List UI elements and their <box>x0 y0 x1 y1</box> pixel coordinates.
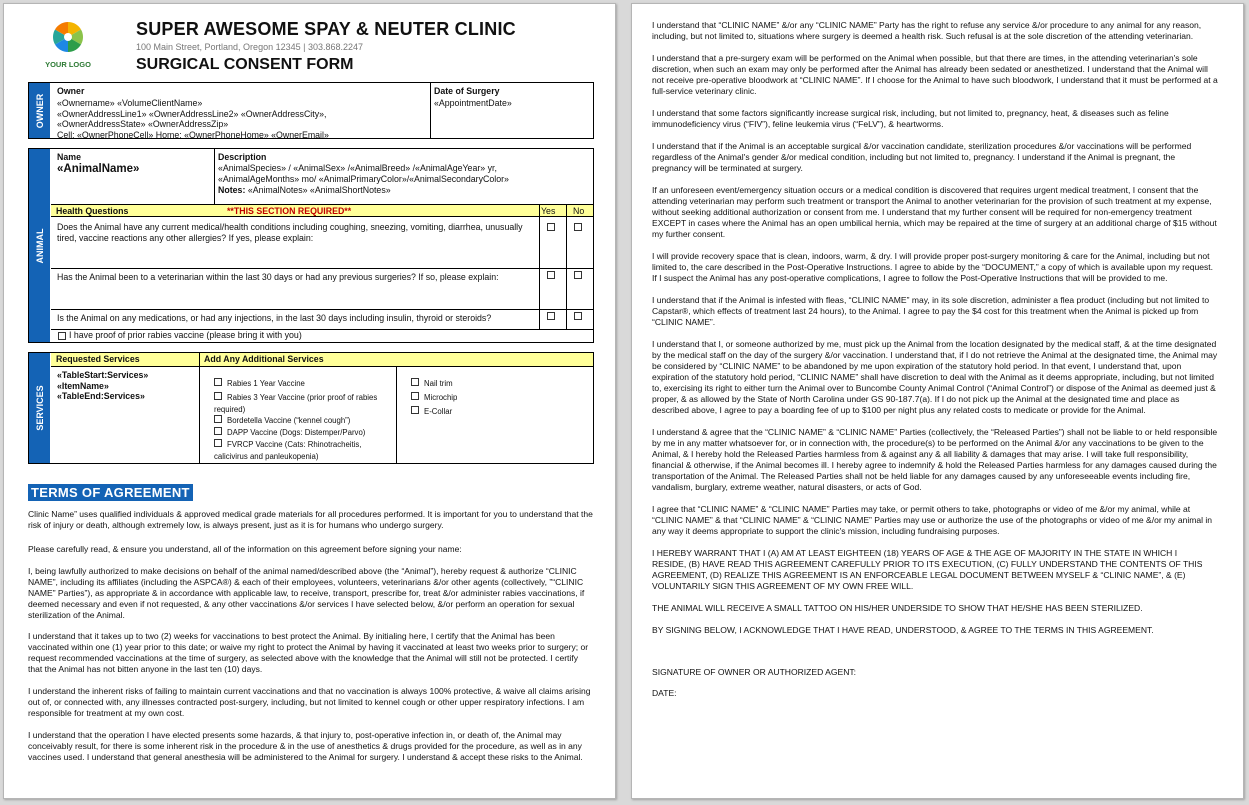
animal-description-line: «AnimalAgeMonths» mo/ «AnimalPrimaryColor»/«AnimalSecondaryColor» <box>218 174 509 184</box>
terms-paragraph-2: Please carefully read, & ensure you understand, all of the information on this agreement before signing your name: <box>28 544 462 554</box>
owner-line: «OwnerAddressLine1» «OwnerAddressLine2» «OwnerAddressCity», <box>57 108 327 119</box>
health-questions-label: Health Questions <box>56 206 129 216</box>
no-column-header: No <box>573 206 585 216</box>
additional-service-rabies-1yr[interactable]: Rabies 1 Year Vaccine <box>214 373 305 391</box>
owner-line: «OwnerAddressState» «OwnerAddressZip» <box>57 119 229 130</box>
terms-paragraph-5: I understand the inherent risks of failing to maintain current vaccinations and that no vaccination is always 100% protective, & waive all claims arising out of, or connected with, any illnesses contracted post-surgery, including, but not limited to kennel cough or other upper respiratory infections. I am responsible for treatment at my own cost. <box>28 686 591 718</box>
health-questions-header <box>51 204 593 217</box>
additional-service-dapp[interactable]: DAPP Vaccine (Dogs: Distemper/Parvo) <box>214 422 365 440</box>
health-question-3: Is the Animal on any medications, or had any injections, in the last 30 days including insulin, thyroid or steroids? <box>57 313 492 323</box>
terms-paragraph-3: I, being lawfully authorized to make decisions on behalf of the animal named/described above (the “Animal”), hereby request & authorize “CLINIC NAME”, including its affiliates (including the ASPCA®) & each of their employees, volunteers, veterinarians &/or other agents (collectively, ”“CLINIC NAME” Parties”), as appropriate & in accordance with applicable law, to receive, transport, prescribe for, treat &/or administer rabies vaccinations, if deemed necessary and even if not requested, & any other vaccinations &/or services I have selected below, &/or perform an operation for sexual sterilization of the Animal. <box>28 566 585 620</box>
owner-label: Owner <box>57 86 85 96</box>
requested-services-label: Requested Services <box>56 354 140 364</box>
requested-service-item: «ItemName» <box>57 380 109 391</box>
additional-service-rabies-3yr[interactable]: Rabies 3 Year Vaccine (prior proof of rabies required) <box>214 393 378 414</box>
services-section-bar: SERVICES <box>29 353 50 463</box>
owner-section <box>28 82 594 139</box>
consent-form-page-1 <box>3 3 616 799</box>
logo-text: YOUR LOGO <box>45 60 91 69</box>
terms-of-agreement-heading: TERMS OF AGREEMENT <box>28 484 193 501</box>
services-header <box>51 353 593 367</box>
clinic-logo <box>41 20 95 69</box>
health-question-2: Has the Animal been to a veterinarian within the last 30 days or had any previous surgeries? If so, please explain: <box>57 272 499 282</box>
additional-service-microchip[interactable]: Microchip <box>411 387 457 405</box>
terms-paragraph-pre-surgery: I understand that a pre-surgery exam will be performed on the Animal when possible, but that there are times, in the attending veterinarian's sole discretion, when such an exam may only be performed after the Animal has already been sedated or anesthetized. I understand that the Animal will not receive pre-operative bloodwork at “CLINIC NAME”. If I choose for the Animal to have such bloodwork, I understand that it must be performed at a full-service veterinary clinic. <box>652 53 1218 96</box>
animal-section <box>28 148 594 343</box>
terms-paragraph-emergency: If an unforeseen event/emergency situation occurs or a medical condition is discovered that requires urgent medical treatment, I consent that the attending veterinarian may perform such treatment or transport the Animal to another veterinarian for the provision of such treatment at my expense, without seeking additional authorization or consent from me. I understand that my further consent will be required for non-emergency treatment EXCEPT in cases where the Animal has an open umbilical hernia, which may be repaired at the time of surgery at an additional charge of $15 without my further consent. <box>652 185 1217 239</box>
terms-paragraph-pregnancy: I understand that if the Animal is an acceptable surgical &/or vaccination candidate, sterilization procedures &/or vaccinations will be performed regardless of the Animal's gender &/or medical condition, including but not limited to, pregnancy. I understand if the Animal is pregnant, the pregnancy will be terminated at surgery. <box>652 141 1192 173</box>
services-section <box>28 352 594 464</box>
terms-paragraph-1: Clinic Name” uses qualified individuals & approved medical grade materials for all procedures performed. It is important for you to understand that the risk of injury or death, although extremely low, is always present, just as it is for humans who undergo surgery. <box>28 509 593 530</box>
animal-section-bar: ANIMAL <box>29 149 50 342</box>
question-3-no-checkbox[interactable] <box>574 312 582 320</box>
logo-flower-icon <box>51 20 85 54</box>
terms-paragraph-photographs: I agree that “CLINIC NAME” & “CLINIC NAME” Parties may take, or permit others to take, photographs or video of me &/or my animal, while at “CLINIC NAME” & that “CLINIC NAME” & “CLINIC NAME” Parties may use or authorize the use of the photographs or video of me &/or my animal in any way it deems appropriate to support the clinic's mission, including fundraising purposes. <box>652 504 1213 536</box>
rabies-proof-label: I have proof of prior rabies vaccine (please bring it with you) <box>69 330 302 340</box>
health-question-1: Does the Animal have any current medical/health conditions including coughing, sneezing, vomiting, diarrhea, unusually tired, vaccine reactions any other allergies? If yes, please explain: <box>57 222 523 243</box>
requested-services-list <box>57 370 148 402</box>
question-2-no-checkbox[interactable] <box>574 271 582 279</box>
clinic-address: 100 Main Street, Portland, Oregon 12345 | 303.868.2247 <box>136 42 363 52</box>
date-label: DATE: <box>652 688 677 698</box>
animal-name-label: Name <box>57 152 81 162</box>
terms-paragraph-6: I understand that the operation I have elected presents some hazards, & that injury to, post-operative infection in, or death of, the Animal may conceivably result, for there is some inherent risk in the procedure & in the use of anesthetics & drugs provided for the procedure, as well as in any vaccines used. I understand that general anesthesia will be administered to the Animal for surgery. I understand & accept these risks to the Animal. <box>28 730 583 762</box>
terms-paragraph-recovery: I will provide recovery space that is clean, indoors, warm, & dry. I will provide proper post-surgery monitoring & care for the Animal, including but not limited to, the care described in the Post-Operative Instructions. I agree to abide by the “DOCUMENT,” a copy of which is available upon my request. If I suspect the Animal has any post-operative complications, I agree to follow the Post-Operative Instructions that will be provided to me. <box>652 251 1214 283</box>
owner-info <box>57 98 329 138</box>
question-1-yes-checkbox[interactable] <box>547 223 555 231</box>
animal-description-label: Description <box>218 152 267 162</box>
consent-form-page-2 <box>631 3 1244 799</box>
owner-line: «Ownername» «VolumeClientName» <box>57 98 203 108</box>
additional-service-nail-trim[interactable]: Nail trim <box>411 373 453 391</box>
requested-service-item: «TableStart:Services» <box>57 370 149 380</box>
terms-paragraph-risk-factors: I understand that some factors significantly increase surgical risk, including, but not limited to, pregnancy, heat, & diseases such as feline immunodeficiency virus (“FIV”), feline leukemia virus (“FeLV”), & heartworms. <box>652 108 1169 129</box>
clinic-name: SUPER AWESOME SPAY & NEUTER CLINIC <box>136 19 516 39</box>
owner-section-bar: OWNER <box>29 83 50 138</box>
date-of-surgery-label: Date of Surgery <box>434 86 500 96</box>
terms-paragraph-warranty: I HEREBY WARRANT THAT I (A) AM AT LEAST EIGHTEEN (18) YEARS OF AGE & THE AGE OF MAJORITY IN THE STATE IN WHICH I RESIDE, (B) HAVE READ THIS AGREEMENT CAREFULLY PRIOR TO ITS EXECUTION, (C) FULLY UNDERSTAND THE CONTENTS OF THIS AGREEMENT, (D) REALIZE THIS AGREEMENT IS AN ENFORCEABLE LEGAL DOCUMENT BETWEEN MYSELF & “CLINIC NAME”, & (E) VOLUNTARILY SIGN THIS AGREEMENT OF MY OWN FREE WILL. <box>652 548 1203 591</box>
terms-paragraph-4: I understand that it takes up to two (2) weeks for vaccinations to best protect the Animal. By initialing here, I certify that the Animal has been vaccinated within one (1) year prior to this date; or waive my right to protect the Animal by having it vaccinated at least two weeks prior to surgery; or request recommended vaccinations at the time of surgery, as selected above with the knowledge that the Animal will still not be protected. I certify that the Animal has not bitten anyone in the last ten (10) days. <box>28 631 589 674</box>
requested-service-item: «TableEnd:Services» <box>57 391 145 402</box>
animal-notes-value: «AnimalNotes» «AnimalShortNotes» <box>247 185 391 195</box>
signature-label: SIGNATURE OF OWNER OR AUTHORIZED AGENT: <box>652 667 857 677</box>
animal-description-line: «AnimalSpecies» / «AnimalSex» /«AnimalBreed» /«AnimalAgeYear» yr, <box>218 163 497 173</box>
question-3-yes-checkbox[interactable] <box>547 312 555 320</box>
date-of-surgery-value: «AppointmentDate» <box>434 98 512 108</box>
terms-paragraph-tattoo: THE ANIMAL WILL RECEIVE A SMALL TATTOO ON HIS/HER UNDERSIDE TO SHOW THAT HE/SHE HAS BEEN STERILIZED. <box>652 603 1143 613</box>
terms-paragraph-pickup: I understand that I, or someone authorized by me, must pick up the Animal from the location designated by the medical staff, & at the time designated by the medical staff on the day of the surgery &/or vaccination. I understand that, if I do not retrieve the Animal at the designated time, the Animal may be considered by “CLINIC NAME” to be abandoned by me upon expiration of the statutory hold period. In that event, I understand that, upon expiration of the statutory hold period, “CLINIC NAME” shall have discretion to deal with the Animal as it deems appropriate, including, but not limited to, exercising its right to either turn the Animal over to Buncombe County Animal Control (“Animal Control”) or dispose of the Animal as deemed just & proper, & as allowed by the State of North Carolina under GS 90-187.7(a). If I do not pick up the Animal at the designated time and place as described above, I agree to pay a boarding fee of up to $100 per night plus any related costs to medicate or provide for the Animal. <box>652 339 1218 415</box>
additional-service-fvrcp[interactable]: FVRCP Vaccine (Cats: Rhinotracheitis, calicivirus and panleukopenia) <box>214 440 362 461</box>
additional-service-e-collar[interactable]: E-Collar <box>411 401 452 419</box>
yes-column-header: Yes <box>541 206 556 216</box>
animal-name-value: «AnimalName» <box>57 163 140 175</box>
rabies-proof-checkbox[interactable] <box>58 332 66 340</box>
terms-paragraph-liability: I understand & agree that the “CLINIC NAME” & “CLINIC NAME” Parties (collectively, the “Released Parties”) shall not be liable to or held responsible by me in any matter whatsoever for, or in connection with, the procedure(s) to be performed on the Animal &/or any vaccinations to be given to the Animal, & I hereby hold the Released Parties harmless from & against any & all liability & damages that may arise. I will take full responsibility, financial & otherwise, if the Animal becomes ill. I hereby agree to indemnify & hold the Released Parties harmless for any damages caused during the transportation of the Animal. The Released Parties shall not be held liable for any damages caused by any unforeseeable events including fire, vandalism, burglary, extreme weather, natural disasters, or acts of God. <box>652 427 1218 492</box>
animal-notes-label: Notes: <box>218 185 246 195</box>
additional-services-label: Add Any Additional Services <box>204 354 324 364</box>
additional-service-bordetella[interactable]: Bordetella Vaccine (“kennel cough”) <box>214 410 350 428</box>
form-title: SURGICAL CONSENT FORM <box>136 56 354 73</box>
terms-paragraph-refuse: I understand that “CLINIC NAME” &/or any “CLINIC NAME” Party has the right to refuse any service &/or procedure to any animal for any reason, including, but not limited to, situations where surgery is deemed a health risk. Such refusal is at the sole discretion of the attending veterinarian. <box>652 20 1202 41</box>
question-2-yes-checkbox[interactable] <box>547 271 555 279</box>
terms-paragraph-fleas: I understand that if the Animal is infested with fleas, “CLINIC NAME” may, in its sole discretion, administer a flea product (including but not limited to Capstar®, which effects of treatment last 24 hours), to the Animal. I agree to pay the $4 cost for this treatment when the Animal is picked up from “CLINIC NAME”. <box>652 295 1210 327</box>
question-1-no-checkbox[interactable] <box>574 223 582 231</box>
section-required-note: **THIS SECTION REQUIRED** <box>227 206 352 216</box>
owner-line: Cell: «OwnerPhoneCell» Home: «OwnerPhoneHome» «OwnerEmail» <box>57 129 329 138</box>
terms-paragraph-acknowledge: BY SIGNING BELOW, I ACKNOWLEDGE THAT I HAVE READ, UNDERSTOOD, & AGREE TO THE TERMS IN THIS AGREEMENT. <box>652 625 1154 635</box>
